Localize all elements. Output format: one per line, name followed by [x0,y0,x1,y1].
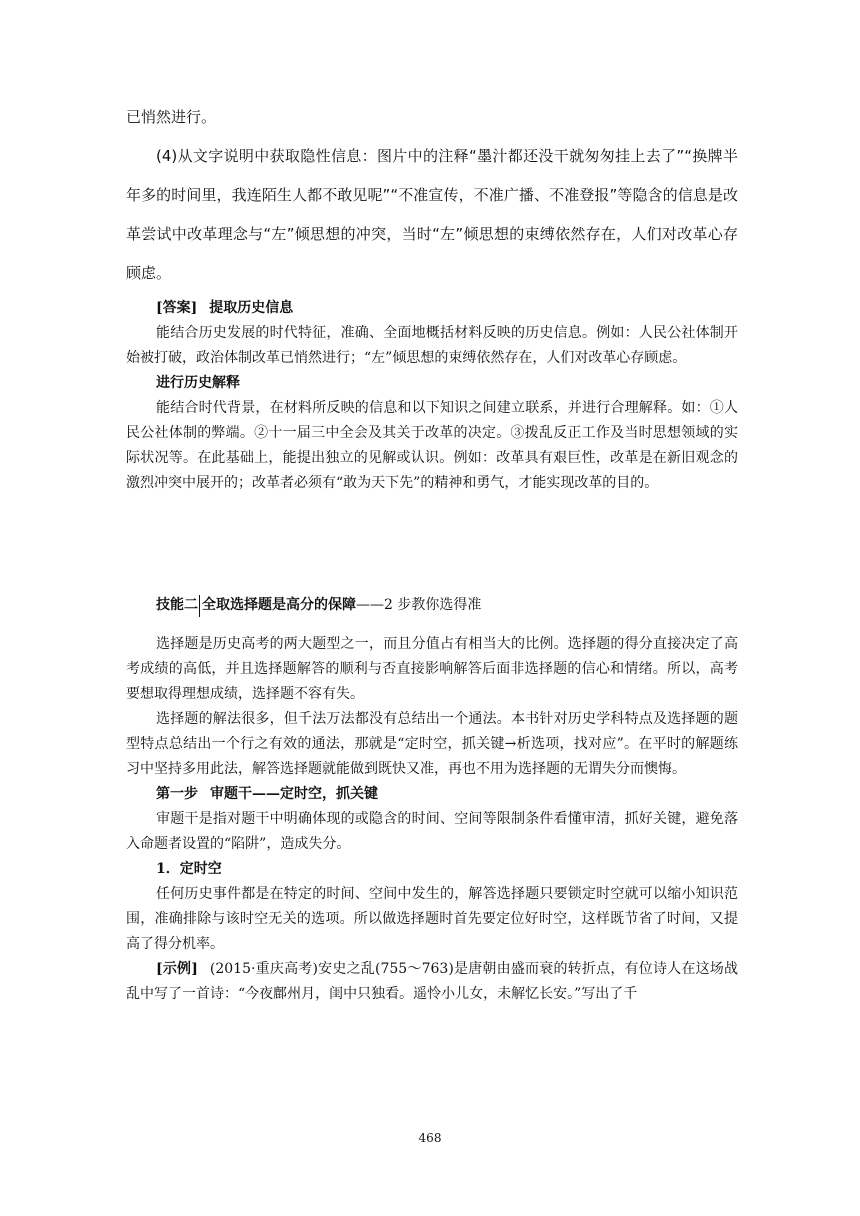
skill-divider [199,595,200,617]
body-paragraph-1: 选择题是历史高考的两大题型之一，而且分值占有相当大的比例。选择题的得分直接决定了高考成绩的高低，并且选择题解答的顺利与否直接影响解答后面非选择题的信心和情绪。所以，高考要想取得理想成绩，选择题不容有失。 [126,636,738,702]
example-tag: [示例] [156,961,198,977]
hidden-info-paragraph: (4)从文字说明中获取隐性信息：图片中的注释“墨汁都还没干就匆匆挂上去了”“换牌半年多的时间里，我连陌生人都不敢见呢”“不准宣传，不准广播、不准登报”等隐含的信息是改革尝试中改革理念与“左”倾思想的冲突，当时“左”倾思想的束缚依然存在，人们对改革心存顾虑。 [126,147,738,282]
answer-heading [126,296,738,321]
answer-tag: [答案] [156,300,198,316]
answer-paragraph-2: 能结合时代背景，在材料所反映的信息和以下知识之间建立联系，并进行合理解释。如：①人民公社体制的弊端。②十一届三中全会及其关于改革的决定。③拨乱反正工作及当时思想领域的实际状况等。在此基础上，能提出独立的见解或认识。例如：改革具有艰巨性，改革是在新旧观念的激烈冲突中展开的；改革者必须有“敢为天下先”的精神和勇气，才能实现改革的目的。 [126,400,738,491]
skill-title: 全取选择题是高分的保障 [202,597,356,613]
subsection-paragraph: 任何历史事件都是在特定的时间、空间中发生的，解答选择题只要锁定时空就可以缩小知识范围，准确排除与该时空无关的选项。所以做选择题时首先要定位好时空，这样既节省了时间，又提高了得分机率。 [126,886,738,952]
subsection-heading: 1．定时空 [156,861,222,877]
step-label: 第一步 [156,786,198,802]
paragraph-tail: 已悄然进行。 [126,108,217,126]
main-body [126,632,738,1007]
example-paragraph [126,957,738,1007]
continued-paragraph [126,98,738,137]
page-number: 468 [418,1131,442,1145]
answer-section [126,296,738,496]
step-paragraph: 审题干是指对题干中明确体现的或隐含的时间、空间等限制条件看懂审清，抓好关键，避免落入命题者设置的“陷阱”，造成失分。 [126,811,738,852]
step-title: 审题干——定时空，抓关键 [210,786,378,802]
answer-heading-text: 提取历史信息 [209,300,294,316]
skill-heading [156,595,481,617]
answer-heading-2: 进行历史解释 [156,375,240,391]
body-paragraph-2: 选择题的解法很多，但千法万法都没有总结出一个通法。本书针对历史学科特点及选择题的题型特点总结出一个行之有效的通法，那就是“定时空，抓关键→析选项，找对应”。在平时的解题练习中坚持多用此法，解答选择题就能做到既快又准，再也不用为选择题的无谓失分而懊悔。 [126,711,738,777]
step-heading [126,782,738,807]
skill-subtitle: ——2 步教你选得准 [356,597,482,613]
example-text: (2015·重庆高考)安史之乱(755～763)是唐朝由盛而衰的转折点，有位诗人在这场战乱中写了一首诗：“今夜鄜州月，闺中只独看。遥怜小儿女，未解忆长安。”写出了千 [126,961,739,1002]
skill-label: 技能二 [156,597,198,613]
answer-paragraph-1: 能结合历史发展的时代特征，准确、全面地概括材料反映的历史信息。例如：人民公社体制开始被打破，政治体制改革已悄然进行；“左”倾思想的束缚依然存在，人们对改革心存顾虑。 [126,325,738,366]
